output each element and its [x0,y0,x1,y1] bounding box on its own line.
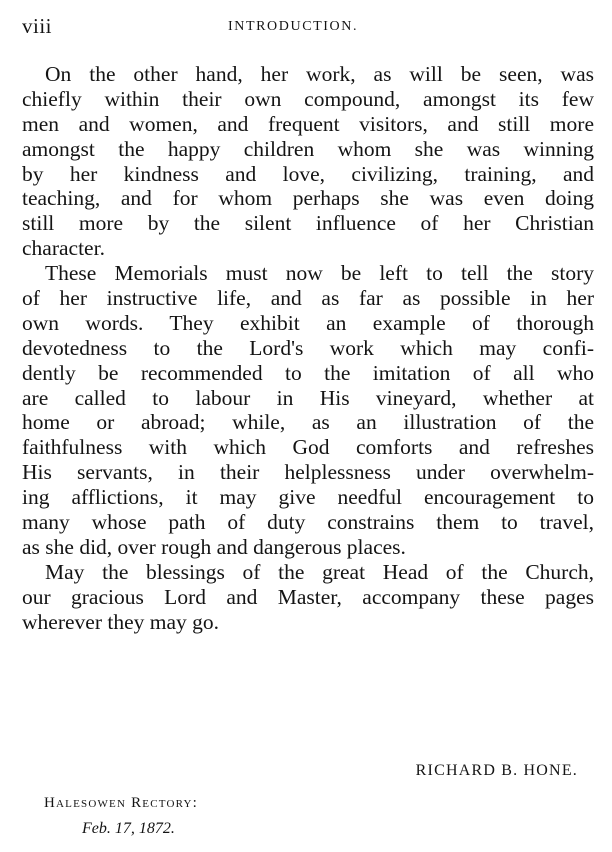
text-line: home or abroad; while, as an illustration of the [22,410,594,435]
author-signature: RICHARD B. HONE. [415,762,578,779]
text-line: devotedness to the Lord's work which may confi- [22,335,594,360]
text-line: still more by the silent influence of her Christian [22,211,594,236]
text-line: ing afflictions, it may give needful encouragement to [22,485,594,510]
text-line: many whose path of duty constrains them to travel, [22,510,594,535]
page-header [22,14,592,44]
text-line: character. [22,236,105,261]
text-line: May the blessings of the great Head of the Church, [45,559,594,584]
text-line: chiefly within their own compound, amongst its few [22,86,594,111]
text-line: dently be recommended to the imitation of all who [22,360,594,385]
body-text [22,62,594,634]
text-line: our gracious Lord and Master, accompany these pages [22,584,594,609]
text-line: are called to labour in His vineyard, whether at [22,385,594,410]
text-line: faithfulness with which God comforts and refreshes [22,435,594,460]
text-line: men and women, and frequent visitors, and still more [22,111,594,136]
text-line: wherever they may go. [22,609,220,634]
text-line: His servants, in their helplessness under overwhelm- [22,460,594,485]
text-line: as she did, over rough and dangerous places. [22,534,406,559]
text-line: amongst the happy children whom she was winning [22,136,594,161]
text-line: own words. They exhibit an example of thorough [22,310,594,335]
date-text: Feb. 17, 1872. [82,820,175,837]
text-line: These Memorials must now be left to tell the story [45,261,594,286]
running-title: INTRODUCTION. [228,19,359,34]
date-line [82,820,175,838]
text-line: teaching, and for whom perhaps she was even doing [22,186,594,211]
text-line: On the other hand, her work, as will be seen, was [45,62,594,86]
place-line: Halesowen Rectory: [44,795,199,811]
text-line: of her instructive life, and as far as possible in her [22,286,594,311]
page-number: viii [22,14,53,38]
text-line: by her kindness and love, civilizing, training, and [22,161,594,186]
